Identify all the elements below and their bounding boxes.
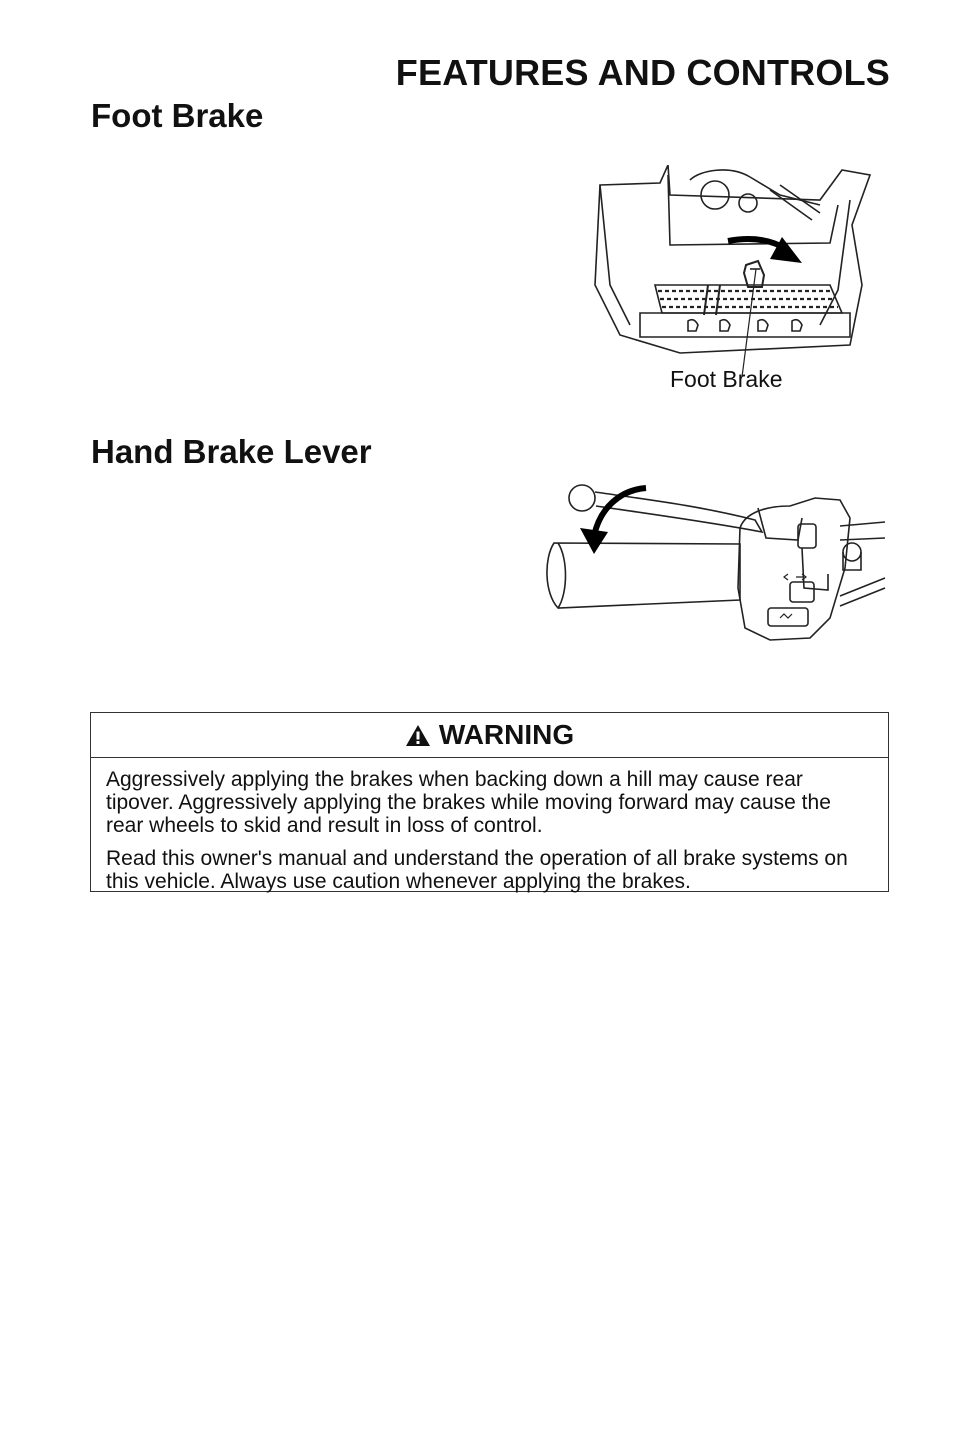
warning-header <box>91 713 888 758</box>
section-title-hand-brake-lever: Hand Brake Lever <box>91 433 372 470</box>
warning-box <box>90 712 889 892</box>
warning-paragraph: Read this owner's manual and understand the operation of all brake systems on this vehicle. Always use caution whenever applying the brakes. <box>106 847 848 893</box>
section-title-foot-brake: Foot Brake <box>91 97 264 134</box>
warning-paragraph: Aggressively applying the brakes when backing down a hill may cause rear tipover. Aggressively applying the brakes while moving forward may cause the rear wheels to skid and result in loss of control. <box>106 768 831 837</box>
hand-brake-lever-illustration <box>540 478 890 648</box>
foot-brake-illustration <box>580 165 890 400</box>
page-title: FEATURES AND CONTROLS <box>395 52 890 93</box>
warning-triangle-icon <box>405 724 431 747</box>
figure-label-foot-brake: Foot Brake <box>670 366 783 392</box>
warning-title: WARNING <box>438 719 575 750</box>
warning-body <box>91 758 888 893</box>
